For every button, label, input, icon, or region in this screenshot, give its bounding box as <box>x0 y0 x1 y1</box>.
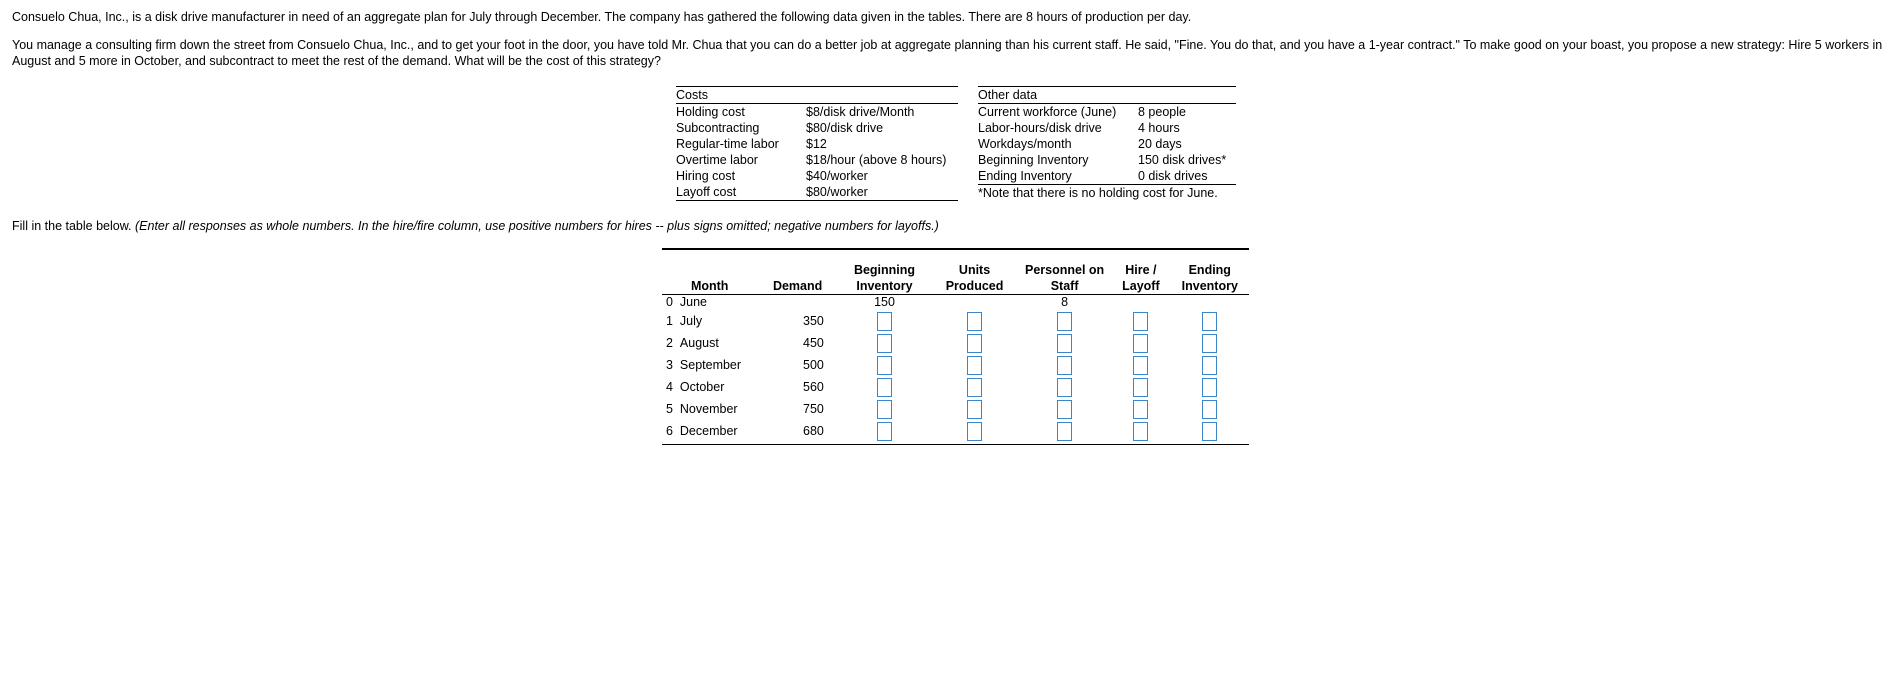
month-index: 2 <box>666 336 673 350</box>
hire-layoff-cell <box>1111 332 1170 354</box>
units-produced-cell <box>931 398 1018 420</box>
ending-inventory-cell <box>1171 420 1249 445</box>
personnel-on-staff-value: 8 <box>1061 295 1069 309</box>
other-data-value: 0 disk drives <box>1138 168 1236 185</box>
month-name: November <box>679 402 738 416</box>
personnel-on-staff-cell <box>1018 354 1111 376</box>
units-produced-value <box>931 295 1018 311</box>
cost-value: $80/disk drive <box>806 121 884 135</box>
personnel-on-staff-input-november[interactable] <box>1057 400 1072 419</box>
hire-layoff-input-december[interactable] <box>1133 422 1148 441</box>
hire-layoff-input-october[interactable] <box>1133 378 1148 397</box>
beginning-inventory-cell <box>838 398 931 420</box>
other-data-label: Ending Inventory <box>978 168 1138 185</box>
hire-layoff-cell <box>1111 354 1170 376</box>
units-produced-input-july[interactable] <box>967 312 982 331</box>
ending-inventory-input-december[interactable] <box>1202 422 1217 441</box>
units-produced-input-september[interactable] <box>967 356 982 375</box>
costs-title: Costs <box>676 87 958 104</box>
units-produced-cell <box>931 420 1018 445</box>
other-data-row <box>978 136 1236 152</box>
personnel-on-staff-cell <box>1018 420 1111 445</box>
month-index: 3 <box>666 358 673 372</box>
beginning-inventory-cell <box>838 310 931 332</box>
table-row-june <box>662 295 1249 311</box>
month-cell <box>662 420 757 445</box>
costs-row <box>676 104 958 121</box>
cost-value: $80/worker <box>806 184 958 201</box>
ending-inventory-cell <box>1171 376 1249 398</box>
header-units-produced: Units Produced <box>931 250 1018 295</box>
ending-inventory-cell <box>1171 398 1249 420</box>
other-data-table <box>978 86 1236 201</box>
other-data-note: *Note that there is no holding cost for June. <box>978 186 1218 200</box>
units-produced-input-december[interactable] <box>967 422 982 441</box>
hire-layoff-input-november[interactable] <box>1133 400 1148 419</box>
table-row-november <box>662 398 1249 420</box>
other-data-row <box>978 152 1236 168</box>
problem-intro: Consuelo Chua, Inc., is a disk drive manufacturer in need of an aggregate plan for July through December. The company has gathered the following data given in the tables. There are 8 hours of production per day. <box>12 10 1192 24</box>
month-name: December <box>679 424 738 438</box>
personnel-on-staff-input-september[interactable] <box>1057 356 1072 375</box>
ending-inventory-value <box>1171 295 1249 311</box>
units-produced-cell <box>931 354 1018 376</box>
aggregate-plan-table <box>662 248 1249 445</box>
table-row-december <box>662 420 1249 445</box>
header-personnel-on-staff: Personnel on Staff <box>1018 250 1111 295</box>
other-data-value: 150 disk drives* <box>1138 153 1227 167</box>
hire-layoff-cell <box>1111 420 1170 445</box>
header-ending-inventory: Ending Inventory <box>1171 250 1249 295</box>
costs-row <box>676 168 958 184</box>
hire-layoff-input-august[interactable] <box>1133 334 1148 353</box>
demand-cell <box>757 295 838 311</box>
ending-inventory-cell <box>1171 332 1249 354</box>
costs-row <box>676 152 958 168</box>
personnel-on-staff-cell <box>1018 332 1111 354</box>
cost-value: $18/hour (above 8 hours) <box>806 153 947 167</box>
other-data-title: Other data <box>978 87 1236 104</box>
personnel-on-staff-input-july[interactable] <box>1057 312 1072 331</box>
beginning-inventory-input-august[interactable] <box>877 334 892 353</box>
costs-row <box>676 120 958 136</box>
table-row-july <box>662 310 1249 332</box>
units-produced-cell <box>931 332 1018 354</box>
month-index: 4 <box>666 380 673 394</box>
cost-value: $8/disk drive/Month <box>806 105 915 119</box>
beginning-inventory-cell <box>838 354 931 376</box>
hire-layoff-cell <box>1111 310 1170 332</box>
hire-layoff-input-july[interactable] <box>1133 312 1148 331</box>
demand-value: 560 <box>803 380 824 394</box>
other-data-label: Labor-hours/disk drive <box>978 121 1102 135</box>
units-produced-input-august[interactable] <box>967 334 982 353</box>
hire-layoff-input-september[interactable] <box>1133 356 1148 375</box>
other-data-value: 20 days <box>1138 137 1182 151</box>
month-index: 6 <box>666 424 673 438</box>
hire-layoff-value <box>1111 295 1170 311</box>
ending-inventory-cell <box>1171 354 1249 376</box>
demand-value: 500 <box>803 358 824 372</box>
table-row-october <box>662 376 1249 398</box>
other-data-value: 8 people <box>1138 105 1186 119</box>
beginning-inventory-input-december[interactable] <box>877 422 892 441</box>
other-data-row <box>978 104 1236 121</box>
month-cell <box>662 376 757 398</box>
month-index: 5 <box>666 402 673 416</box>
units-produced-input-october[interactable] <box>967 378 982 397</box>
table-row-august <box>662 332 1249 354</box>
month-cell <box>662 332 757 354</box>
cost-label: Overtime labor <box>676 153 758 167</box>
beginning-inventory-input-october[interactable] <box>877 378 892 397</box>
month-cell: 0 June <box>666 295 708 309</box>
cost-label: Holding cost <box>676 105 745 119</box>
fill-instruction <box>12 219 939 233</box>
table-row-september <box>662 354 1249 376</box>
hire-layoff-cell <box>1111 376 1170 398</box>
other-data-row <box>978 168 1236 185</box>
personnel-on-staff-cell <box>1018 398 1111 420</box>
cost-value: $12 <box>806 137 827 151</box>
other-data-label: Beginning Inventory <box>978 153 1089 167</box>
units-produced-input-november[interactable] <box>967 400 982 419</box>
hire-layoff-cell <box>1111 398 1170 420</box>
costs-table <box>676 86 958 201</box>
month-index: 1 <box>666 314 673 328</box>
cost-value: $40/worker <box>806 169 868 183</box>
costs-row <box>676 184 958 201</box>
demand-value: 350 <box>803 314 824 328</box>
month-cell <box>662 398 757 420</box>
month-name: September <box>679 358 742 372</box>
demand-value: 680 <box>757 420 838 445</box>
personnel-on-staff-input-december[interactable] <box>1057 422 1072 441</box>
ending-inventory-input-october[interactable] <box>1202 378 1217 397</box>
instruction-note: (Enter all responses as whole numbers. In the hire/fire column, use positive numbers for hires -- plus signs omitted; negative numbers for layoffs.) <box>135 219 939 233</box>
beginning-inventory-cell <box>838 376 931 398</box>
beginning-inventory-input-september[interactable] <box>877 356 892 375</box>
costs-row <box>676 136 958 152</box>
demand-value: 450 <box>803 336 824 350</box>
beginning-inventory-cell <box>838 332 931 354</box>
other-data-value: 4 hours <box>1138 121 1180 135</box>
cost-label: Subcontracting <box>676 121 760 135</box>
cost-label: Hiring cost <box>676 169 736 183</box>
ending-inventory-input-july[interactable] <box>1202 312 1217 331</box>
ending-inventory-input-november[interactable] <box>1202 400 1217 419</box>
other-data-label: Current workforce (June) <box>978 105 1117 119</box>
beginning-inventory-cell <box>838 420 931 445</box>
beginning-inventory-input-july[interactable] <box>877 312 892 331</box>
month-cell <box>662 310 757 332</box>
ending-inventory-input-august[interactable] <box>1202 334 1217 353</box>
month-name: August <box>679 336 719 350</box>
personnel-on-staff-input-october[interactable] <box>1057 378 1072 397</box>
header-hire-layoff: Hire / Layoff <box>1111 250 1170 295</box>
units-produced-cell <box>931 310 1018 332</box>
personnel-on-staff-cell <box>1018 376 1111 398</box>
month-name: October <box>679 380 725 394</box>
beginning-inventory-input-november[interactable] <box>877 400 892 419</box>
header-beginning-inventory: Beginning Inventory <box>838 250 931 295</box>
ending-inventory-cell <box>1171 310 1249 332</box>
month-cell <box>662 354 757 376</box>
beginning-inventory-value: 150 <box>874 295 895 309</box>
header-month: Month <box>662 250 757 295</box>
instruction-text: Fill in the table below. <box>12 219 132 233</box>
header-demand: Demand <box>757 250 838 295</box>
units-produced-cell <box>931 376 1018 398</box>
other-data-row <box>978 120 1236 136</box>
cost-label: Regular-time labor <box>676 137 779 151</box>
month-name: July <box>679 314 703 328</box>
problem-scenario: You manage a consulting firm down the street from Consuelo Chua, Inc., and to get your foot in the door, you have told Mr. Chua that you can do a better job at aggregate planning than his current staff. He said, "Fine. You do that, and you have a 1-year contract." To make good on your boast, you propose a new strategy: Hire 5 workers in August and 5 more in October, and subcontract to meet the rest of the demand. What will be the cost of this strategy? <box>12 38 1883 68</box>
personnel-on-staff-cell <box>1018 310 1111 332</box>
cost-label: Layoff cost <box>676 184 806 201</box>
demand-value: 750 <box>803 402 824 416</box>
ending-inventory-input-september[interactable] <box>1202 356 1217 375</box>
personnel-on-staff-input-august[interactable] <box>1057 334 1072 353</box>
other-data-label: Workdays/month <box>978 137 1072 151</box>
